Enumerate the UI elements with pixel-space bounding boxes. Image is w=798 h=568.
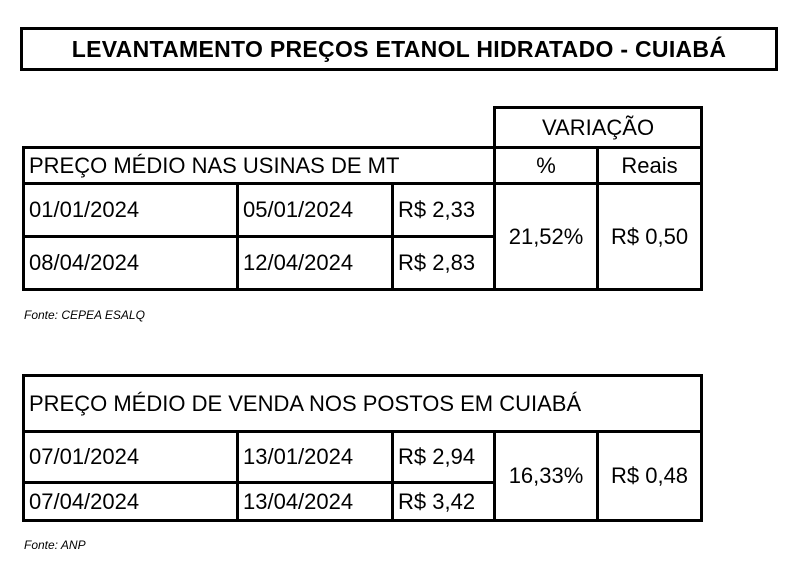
start-date-cell: 07/01/2024 [24, 432, 238, 483]
start-date-cell: 08/04/2024 [24, 237, 238, 290]
reais-header: Reais [598, 148, 702, 184]
usinas-heading: PREÇO MÉDIO NAS USINAS DE MT [24, 148, 495, 184]
report-title: LEVANTAMENTO PREÇOS ETANOL HIDRATADO - CUIABÁ [20, 27, 778, 71]
end-date-cell: 13/01/2024 [238, 432, 393, 483]
start-date-cell: 07/04/2024 [24, 483, 238, 521]
start-date-cell: 01/01/2024 [24, 184, 238, 237]
postos-heading: PREÇO MÉDIO DE VENDA NOS POSTOS EM CUIABÁ [24, 376, 702, 432]
empty-corner [24, 108, 495, 148]
usinas-price-table [22, 106, 703, 291]
variation-header: VARIAÇÃO [495, 108, 702, 148]
price-cell: R$ 2,33 [393, 184, 495, 237]
end-date-cell: 13/04/2024 [238, 483, 393, 521]
postos-source: Fonte: ANP [24, 538, 86, 552]
end-date-cell: 12/04/2024 [238, 237, 393, 290]
table-row [24, 432, 702, 483]
variation-percent-cell: 16,33% [495, 432, 598, 521]
variation-percent-cell: 21,52% [495, 184, 598, 290]
usinas-source: Fonte: CEPEA ESALQ [24, 308, 145, 322]
end-date-cell: 05/01/2024 [238, 184, 393, 237]
price-cell: R$ 2,94 [393, 432, 495, 483]
percent-header: % [495, 148, 598, 184]
variation-reais-cell: R$ 0,48 [598, 432, 702, 521]
variation-reais-cell: R$ 0,50 [598, 184, 702, 290]
postos-price-table [22, 374, 703, 522]
price-cell: R$ 3,42 [393, 483, 495, 521]
table-row [24, 184, 702, 237]
price-cell: R$ 2,83 [393, 237, 495, 290]
